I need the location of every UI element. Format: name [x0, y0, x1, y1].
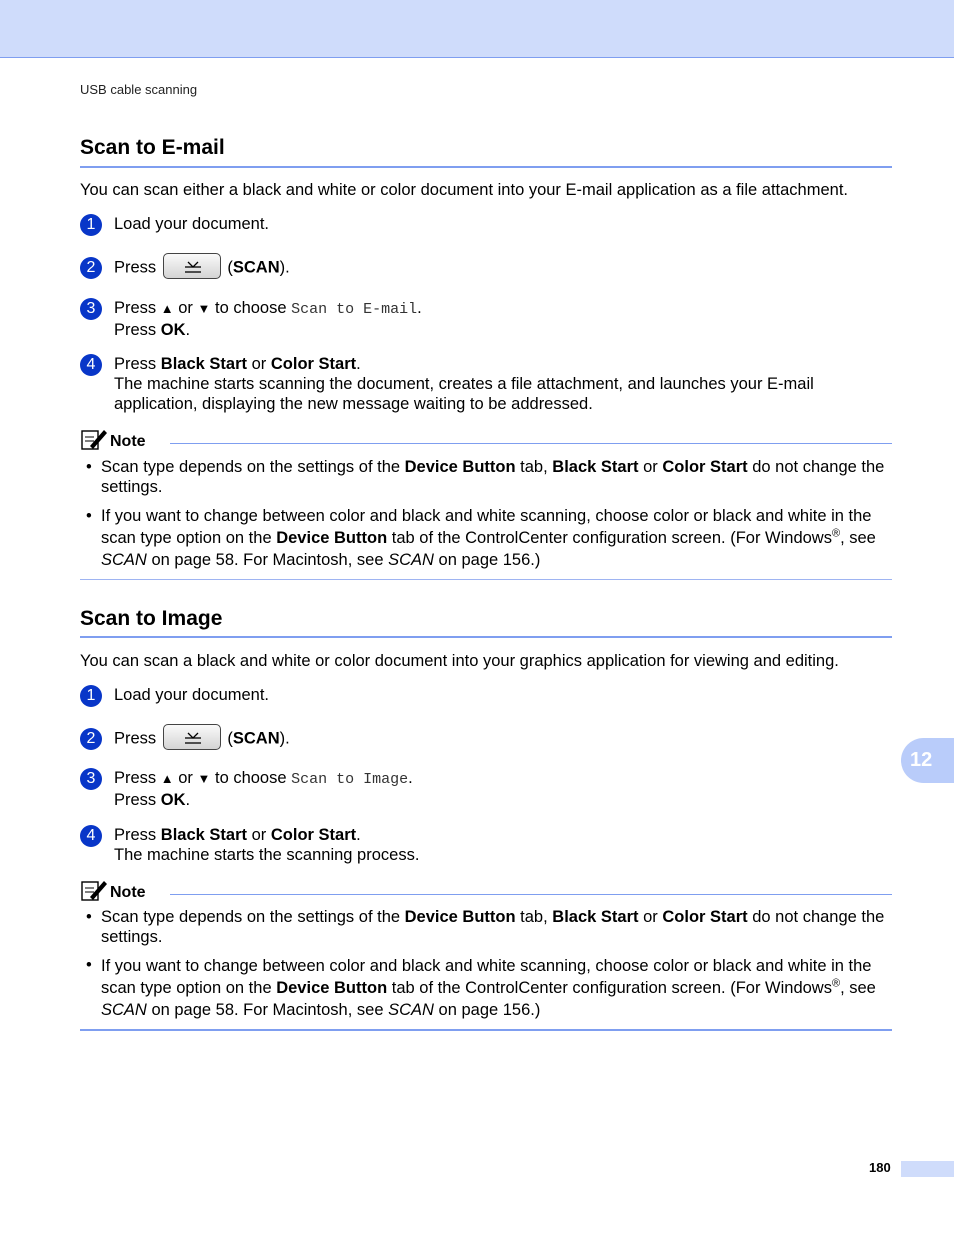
scan-label: SCAN: [232, 729, 280, 748]
note-pencil-icon: [80, 427, 108, 451]
note-end-rule: [80, 1029, 892, 1031]
scan-label: SCAN: [232, 258, 280, 277]
ok-label: OK: [160, 791, 186, 809]
bullet-text: Scan type depends on the settings of the: [101, 458, 401, 476]
page-tab: [901, 1161, 954, 1177]
step-text: Press: [114, 355, 157, 373]
bullet-text: tab,: [520, 458, 548, 476]
step-text: Press: [114, 791, 157, 809]
step-text: to choose: [214, 299, 287, 317]
bullet-text: or: [643, 908, 658, 926]
chapter-tab: 12: [901, 738, 954, 783]
paren: ).: [279, 729, 290, 748]
note-pencil-icon: [80, 878, 108, 902]
step-text: .: [408, 769, 413, 787]
color-start-label: Color Start: [270, 826, 357, 844]
step-text: Press: [114, 826, 157, 844]
section-intro: You can scan either a black and white or color document into your E-mail application as a file attachment.: [80, 181, 848, 199]
step-text: Press: [114, 769, 157, 787]
step-number: 2: [80, 728, 102, 750]
step-number: 2: [80, 257, 102, 279]
step-number: 3: [80, 298, 102, 320]
color-start-label: Color Start: [662, 908, 748, 926]
bullet-text: tab of the ControlCenter configuration screen. (For Windows: [391, 529, 832, 547]
bullet-dot: •: [86, 956, 92, 974]
black-start-label: Black Start: [160, 355, 247, 373]
ok-label: OK: [160, 321, 186, 339]
black-start-label: Black Start: [552, 908, 639, 926]
step-detail: The machine starts scanning the document, creates a file attachment, and launches your E-mail application, displaying the new message waiting to be addressed.: [114, 375, 814, 413]
step-number: 1: [80, 214, 102, 236]
bullet-dot: •: [86, 908, 92, 926]
step-text: .: [185, 321, 191, 339]
step-text: Press: [114, 321, 157, 339]
bullet-text: Scan type depends on the settings of the: [101, 908, 401, 926]
down-arrow-icon: ▼: [197, 771, 211, 786]
bullet-text: If you want to change between color and black and white scanning, choose color or black and white in the scan type option on the: [101, 507, 872, 547]
bullet-text: on page 156.): [438, 1001, 541, 1019]
cross-ref-scan: SCAN: [388, 1001, 434, 1019]
section-rule: [80, 166, 892, 168]
cross-ref-scan: SCAN: [388, 551, 434, 569]
bullet-text: do not change the settings.: [101, 908, 885, 946]
note-rule: [170, 443, 892, 444]
device-button-label: Device Button: [276, 979, 388, 997]
scan-key-icon: [164, 725, 222, 751]
bullet-text: or: [643, 458, 658, 476]
down-arrow-icon: ▼: [197, 301, 211, 316]
paren: ).: [279, 258, 290, 277]
registered-mark: ®: [831, 977, 841, 990]
bullet-text: , see: [840, 529, 876, 547]
scan-button: [163, 724, 221, 750]
paren: (: [227, 729, 233, 748]
note-rule: [170, 894, 892, 895]
running-head: USB cable scanning: [80, 82, 198, 97]
note-label: Note: [110, 884, 146, 901]
cross-ref-scan: SCAN: [101, 551, 147, 569]
step-number: 3: [80, 768, 102, 790]
step-text: Press: [114, 729, 157, 748]
bullet-text: on page 156.): [438, 551, 541, 569]
section-rule: [80, 636, 892, 638]
paren: (: [227, 258, 233, 277]
menu-option: Scan to E-mail: [291, 301, 418, 318]
step-text: .: [356, 355, 361, 373]
note-header: [80, 878, 892, 904]
device-button-label: Device Button: [404, 908, 516, 926]
bullet-dot: •: [86, 507, 92, 525]
bullet-text: tab,: [520, 908, 548, 926]
scan-button: [163, 253, 221, 279]
scan-key-icon: [164, 254, 222, 280]
section-title-scan-to-image: Scan to Image: [80, 607, 223, 630]
bullet-text: on page 58. For Macintosh, see: [151, 551, 384, 569]
step-text: or: [251, 355, 267, 373]
bullet-text: tab of the ControlCenter configuration screen. (For Windows: [391, 979, 832, 997]
step-text: Press: [114, 258, 157, 277]
step-text: or: [178, 769, 193, 787]
bullet-dot: •: [86, 458, 92, 476]
step-text: Press: [114, 299, 157, 317]
color-start-label: Color Start: [270, 355, 357, 373]
page-number: 180: [869, 1160, 891, 1175]
step-text: or: [251, 826, 267, 844]
registered-mark: ®: [831, 527, 841, 540]
step-text: .: [356, 826, 361, 844]
step-text: or: [178, 299, 193, 317]
up-arrow-icon: ▲: [160, 301, 174, 316]
bullet-text: do not change the settings.: [101, 458, 885, 496]
step-number: 4: [80, 354, 102, 376]
step-text: Load your document.: [114, 686, 270, 704]
menu-option: Scan to Image: [291, 771, 409, 788]
note-end-rule: [80, 579, 892, 580]
step-text: .: [417, 299, 422, 317]
note-label: Note: [110, 433, 146, 450]
step-text: Load your document.: [114, 215, 270, 233]
black-start-label: Black Start: [552, 458, 639, 476]
bullet-text: on page 58. For Macintosh, see: [151, 1001, 384, 1019]
bullet-text: If you want to change between color and black and white scanning, choose color or black and white in the scan type option on the: [101, 957, 872, 997]
black-start-label: Black Start: [160, 826, 247, 844]
step-text: to choose: [214, 769, 287, 787]
note-header: [80, 427, 892, 453]
section-title-scan-to-email: Scan to E-mail: [80, 136, 225, 159]
header-band: [0, 0, 954, 58]
step-detail: The machine starts the scanning process.: [114, 846, 420, 864]
step-number: 4: [80, 825, 102, 847]
bullet-text: , see: [840, 979, 876, 997]
cross-ref-scan: SCAN: [101, 1001, 147, 1019]
up-arrow-icon: ▲: [160, 771, 174, 786]
device-button-label: Device Button: [276, 529, 388, 547]
color-start-label: Color Start: [662, 458, 748, 476]
step-text: .: [185, 791, 191, 809]
section-intro: You can scan a black and white or color document into your graphics application for viewing and editing.: [80, 652, 839, 670]
device-button-label: Device Button: [404, 458, 516, 476]
step-number: 1: [80, 685, 102, 707]
